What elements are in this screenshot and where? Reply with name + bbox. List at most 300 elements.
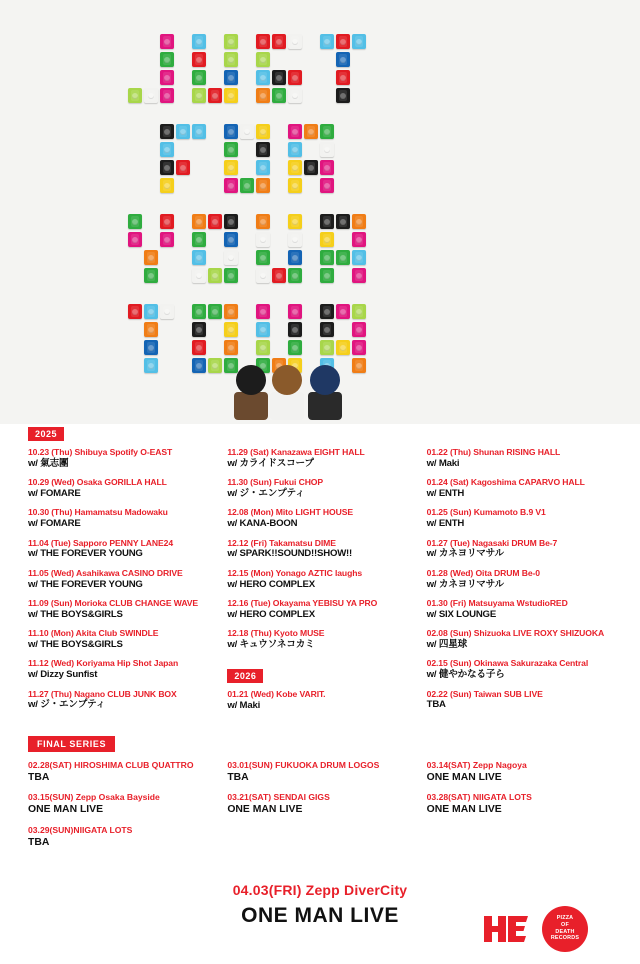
tour-date-text: 02.22 (Sun) Taiwan SUB LIVE: [426, 688, 543, 699]
brick: [160, 70, 174, 85]
brick-studs: [256, 304, 270, 319]
tour-date-item[interactable]: [28, 568, 213, 591]
tour-act-text: w/ Maki: [426, 457, 460, 469]
brick-studs: [128, 214, 142, 229]
brick: [320, 232, 334, 247]
brick-studs: [352, 250, 366, 265]
brick-figure: [310, 365, 342, 420]
final-show-date: 04.03(FRI) Zepp DiverCity: [232, 881, 408, 898]
tour-date-text: 12.08 (Mon) Mito LIGHT HOUSE: [227, 507, 353, 518]
brick-studs: [160, 124, 174, 139]
final-series-tag: FINAL SERIES: [28, 736, 115, 752]
label-logo-line1: PIZZA: [556, 915, 574, 922]
brick: [144, 340, 158, 355]
brick-studs: [256, 232, 270, 247]
brick-studs: [160, 88, 174, 103]
tour-date-item[interactable]: [28, 598, 213, 621]
brick: [144, 268, 158, 283]
brick: [256, 160, 270, 175]
final-series-item[interactable]: [227, 792, 412, 817]
brick-studs: [128, 88, 142, 103]
tour-act-text: w/ カライドスコープ: [227, 457, 314, 469]
brick: [192, 358, 206, 373]
brick: [256, 322, 270, 337]
brick-studs: [304, 124, 318, 139]
tour-date-item[interactable]: [28, 507, 213, 530]
tour-date-item[interactable]: [28, 628, 213, 651]
brick: [144, 358, 158, 373]
brick-studs: [320, 34, 334, 49]
brick-studs: [176, 160, 190, 175]
brick-studs: [192, 232, 206, 247]
tour-date-item[interactable]: [427, 507, 612, 530]
brick: [352, 268, 366, 283]
brick-studs: [288, 268, 302, 283]
brick: [336, 250, 350, 265]
brick-studs: [192, 322, 206, 337]
brick-studs: [224, 322, 238, 337]
brick-studs: [144, 340, 158, 355]
brick: [320, 322, 334, 337]
final-series-column-1: [28, 760, 213, 858]
brick-studs: [336, 340, 350, 355]
brick: [224, 160, 238, 175]
brick-studs: [144, 304, 158, 319]
brick: [352, 232, 366, 247]
brick-studs: [288, 322, 302, 337]
brick-studs: [192, 268, 206, 283]
brick: [160, 34, 174, 49]
brick: [288, 178, 302, 193]
brick-studs: [336, 304, 350, 319]
final-series-date: 03.15(SUN) Zepp Osaka Bayside: [28, 792, 160, 803]
brick-studs: [352, 358, 366, 373]
brick-figure-head: [236, 365, 266, 395]
brick-studs: [288, 178, 302, 193]
brick-studs: [336, 70, 350, 85]
brick: [224, 34, 238, 49]
brick: [224, 232, 238, 247]
brick: [256, 52, 270, 67]
brick-studs: [256, 322, 270, 337]
brick: [192, 124, 206, 139]
brick-studs: [320, 268, 334, 283]
brick: [288, 142, 302, 157]
brick: [224, 268, 238, 283]
label-logo: [542, 906, 588, 952]
final-series-date: 02.28(SAT) HIROSHIMA CLUB QUATTRO: [28, 759, 194, 770]
tour-act-text: w/ Maki: [227, 700, 261, 712]
label-logo-line3: DEATH: [555, 928, 575, 935]
brick: [256, 88, 270, 103]
brick: [272, 70, 286, 85]
brick: [128, 88, 142, 103]
tour-date-text: 12.12 (Fri) Takamatsu DIME: [227, 537, 336, 548]
brick: [144, 88, 158, 103]
final-show-headline: ONE MAN LIVE: [241, 903, 399, 927]
tour-date-item[interactable]: [427, 658, 612, 681]
brick-studs: [272, 268, 286, 283]
brick-studs: [336, 214, 350, 229]
brick: [320, 34, 334, 49]
tour-date-item[interactable]: [28, 658, 213, 681]
brick-studs: [224, 304, 238, 319]
final-series-date: 03.29(SUN)NIIGATA LOTS: [28, 825, 133, 835]
brick: [192, 88, 206, 103]
brick-studs: [336, 52, 350, 67]
brick: [224, 304, 238, 319]
brick-studs: [256, 124, 270, 139]
brick: [320, 160, 334, 175]
final-series-item[interactable]: [28, 760, 213, 785]
brick: [352, 250, 366, 265]
brick-studs: [288, 124, 302, 139]
brick-figure-head: [310, 365, 340, 395]
brick: [256, 340, 270, 355]
brick-studs: [176, 124, 190, 139]
brick: [160, 124, 174, 139]
brick-studs: [320, 322, 334, 337]
brick: [256, 268, 270, 283]
brick: [336, 70, 350, 85]
brick-studs: [336, 250, 350, 265]
tour-act-text: w/ SPARK!!SOUND!!SHOW!!: [227, 548, 353, 560]
tour-act-text: w/ HERO COMPLEX: [227, 578, 315, 590]
brick-studs: [208, 304, 222, 319]
brick-studs: [352, 34, 366, 49]
brick: [320, 250, 334, 265]
tour-date-item[interactable]: [28, 538, 213, 561]
brick-studs: [256, 268, 270, 283]
brick-studs: [352, 232, 366, 247]
brick: [256, 232, 270, 247]
tour-date-text: 11.30 (Sun) Fukui CHOP: [227, 477, 324, 488]
brick: [192, 340, 206, 355]
final-series-item[interactable]: [28, 825, 213, 850]
tour-act-text: w/ Dizzy Sunfist: [28, 669, 98, 681]
brick: [320, 268, 334, 283]
tour-date-item[interactable]: [427, 598, 612, 621]
brick: [192, 250, 206, 265]
tour-date-item[interactable]: [227, 477, 412, 500]
final-series-act: TBA: [227, 771, 249, 783]
brick: [224, 124, 238, 139]
brick-studs: [224, 250, 238, 265]
brick: [208, 358, 222, 373]
brick: [352, 340, 366, 355]
tour-act-text: w/ THE FOREVER YOUNG: [28, 548, 143, 560]
brick: [336, 340, 350, 355]
final-series-date: 03.01(SUN) FUKUOKA DRUM LOGOS: [227, 759, 380, 770]
brick-studs: [256, 142, 270, 157]
brick: [288, 124, 302, 139]
tour-date-item[interactable]: [227, 538, 412, 561]
brick: [256, 250, 270, 265]
final-series-column-2: [227, 760, 412, 858]
brick: [288, 322, 302, 337]
brick: [288, 70, 302, 85]
brick-studs: [256, 178, 270, 193]
brick-studs: [336, 88, 350, 103]
brick: [208, 214, 222, 229]
final-series-item[interactable]: [427, 792, 612, 817]
tour-act-text: w/ ジ・エンプティ: [227, 487, 305, 499]
brick: [128, 232, 142, 247]
brick-studs: [144, 250, 158, 265]
brick-studs: [224, 34, 238, 49]
brick-studs: [320, 340, 334, 355]
tour-date-item[interactable]: [28, 689, 213, 712]
tour-date-item[interactable]: [28, 477, 213, 500]
brick: [320, 124, 334, 139]
tour-act-text: w/ 四星球: [426, 638, 468, 650]
brick: [336, 304, 350, 319]
tour-date-text: 01.22 (Thu) Shunan RISING HALL: [426, 447, 561, 457]
brick: [352, 214, 366, 229]
brick: [288, 340, 302, 355]
brick: [192, 322, 206, 337]
tour-date-item[interactable]: [227, 689, 412, 712]
brick-studs: [192, 358, 206, 373]
tour-act-text: w/ カネヨリマサル: [426, 548, 504, 560]
brick: [160, 52, 174, 67]
tour-date-item[interactable]: [28, 447, 213, 470]
brick: [352, 322, 366, 337]
tour-date-text: 02.15 (Sun) Okinawa Sakurazaka Central: [426, 658, 589, 669]
brick: [288, 250, 302, 265]
brick: [352, 34, 366, 49]
brick-studs: [288, 160, 302, 175]
brick: [160, 214, 174, 229]
brick: [256, 214, 270, 229]
brick: [272, 88, 286, 103]
brick: [224, 250, 238, 265]
brick: [320, 304, 334, 319]
brick-studs: [224, 214, 238, 229]
brick-studs: [336, 34, 350, 49]
brick-studs: [192, 340, 206, 355]
brick-studs: [160, 304, 174, 319]
brick-studs: [288, 88, 302, 103]
tour-date-item[interactable]: [227, 598, 412, 621]
spacer: [227, 658, 412, 666]
final-series-column-3: [427, 760, 612, 858]
brick-studs: [304, 160, 318, 175]
brick-studs: [256, 160, 270, 175]
tour-date-text: 02.08 (Sun) Shizuoka LIVE ROXY SHIZUOKA: [426, 628, 605, 639]
brick-studs: [224, 178, 238, 193]
brick-studs: [144, 358, 158, 373]
lego-brick-headline: [0, 0, 640, 424]
tour-dates-columns: [28, 447, 612, 720]
brick-studs: [288, 70, 302, 85]
brick: [160, 142, 174, 157]
brick: [288, 160, 302, 175]
brick-studs: [256, 52, 270, 67]
brick-studs: [320, 232, 334, 247]
brick-studs: [192, 34, 206, 49]
brick-studs: [288, 34, 302, 49]
brick-studs: [272, 88, 286, 103]
tour-act-text: w/ 氣志團: [28, 457, 69, 469]
tour-date-text: 10.30 (Thu) Hamamatsu Madowaku: [28, 507, 168, 518]
brick: [224, 70, 238, 85]
brick: [288, 304, 302, 319]
final-series-act: ONE MAN LIVE: [426, 771, 502, 783]
brick: [240, 178, 254, 193]
final-series-act: ONE MAN LIVE: [426, 804, 502, 816]
brick-figure: [236, 365, 268, 420]
brick-studs: [288, 142, 302, 157]
brick-studs: [160, 232, 174, 247]
brick-studs: [144, 322, 158, 337]
brick-studs: [160, 142, 174, 157]
poster-hero-image: [0, 0, 640, 424]
tour-date-text: 11.29 (Sat) Kanazawa EIGHT HALL: [227, 447, 365, 457]
brick-figure-body: [308, 392, 342, 420]
brick-figure-body: [270, 392, 304, 420]
brick-studs: [224, 268, 238, 283]
year-tag-2026: 2026: [227, 669, 263, 683]
final-series-date: 03.28(SAT) NIIGATA LOTS: [426, 792, 532, 803]
brick-studs: [208, 214, 222, 229]
brick-studs: [224, 232, 238, 247]
brick-studs: [128, 232, 142, 247]
brick: [176, 160, 190, 175]
tour-act-text: w/ キュウソネコカミ: [227, 638, 315, 650]
brick: [144, 250, 158, 265]
brick: [224, 340, 238, 355]
brick: [224, 322, 238, 337]
brick: [224, 178, 238, 193]
final-series-item[interactable]: [227, 760, 412, 785]
label-logo-line2: OF: [561, 921, 569, 928]
brick: [208, 304, 222, 319]
tour-date-item[interactable]: [227, 568, 412, 591]
brick: [224, 214, 238, 229]
tour-date-item[interactable]: [427, 689, 612, 712]
final-series-date: 03.21(SAT) SENDAI GIGS: [227, 792, 330, 803]
brick: [176, 124, 190, 139]
brick-studs: [160, 160, 174, 175]
brick: [288, 232, 302, 247]
tour-date-item[interactable]: [427, 477, 612, 500]
tour-date-text: 01.25 (Sun) Kumamoto B.9 V1: [426, 507, 546, 518]
brick-studs: [160, 34, 174, 49]
brick: [256, 34, 270, 49]
brick: [192, 34, 206, 49]
brick-studs: [320, 142, 334, 157]
brick: [352, 358, 366, 373]
tour-dates-column-2: [227, 447, 412, 720]
brick-studs: [160, 214, 174, 229]
brick-studs: [352, 322, 366, 337]
final-series-columns: [28, 760, 612, 858]
brick: [288, 268, 302, 283]
brick: [304, 124, 318, 139]
brick: [192, 268, 206, 283]
brick: [240, 124, 254, 139]
tour-act-text: w/ THE BOYS&GIRLS: [28, 638, 123, 650]
tour-date-item[interactable]: [427, 538, 612, 561]
final-series-item[interactable]: [427, 760, 612, 785]
tour-act-text: w/ HERO COMPLEX: [227, 608, 315, 620]
brick: [352, 304, 366, 319]
tour-act-text: w/ FOMARE: [28, 487, 81, 499]
brick: [192, 52, 206, 67]
brick: [192, 70, 206, 85]
tour-date-item[interactable]: [427, 628, 612, 651]
brick-studs: [224, 124, 238, 139]
brick: [224, 52, 238, 67]
tour-date-item[interactable]: [227, 507, 412, 530]
brick: [336, 88, 350, 103]
final-series-item[interactable]: [28, 792, 213, 817]
brick: [256, 142, 270, 157]
tour-act-text: w/ THE FOREVER YOUNG: [28, 578, 143, 590]
brick-studs: [192, 52, 206, 67]
brick-studs: [320, 160, 334, 175]
tour-date-item[interactable]: [427, 568, 612, 591]
tour-date-item[interactable]: [427, 447, 612, 470]
brick-studs: [192, 214, 206, 229]
brick-figure-head: [272, 365, 302, 395]
brick-studs: [352, 214, 366, 229]
year-tag-2025: 2025: [28, 427, 64, 441]
brick-studs: [288, 232, 302, 247]
brick: [160, 304, 174, 319]
brick: [160, 88, 174, 103]
tour-act-text: w/ ENTH: [426, 487, 465, 499]
brick-studs: [256, 34, 270, 49]
brick: [192, 214, 206, 229]
brick-studs: [240, 178, 254, 193]
brick-studs: [320, 124, 334, 139]
tour-date-text: 01.28 (Wed) Oita DRUM Be-0: [426, 567, 540, 578]
brick-studs: [144, 268, 158, 283]
tour-date-text: 10.29 (Wed) Osaka GORILLA HALL: [28, 477, 167, 488]
tour-date-text: 11.04 (Tue) Sapporo PENNY LANE24: [28, 537, 174, 548]
brick: [128, 304, 142, 319]
brick: [208, 268, 222, 283]
brick: [208, 88, 222, 103]
brick: [144, 304, 158, 319]
brick-studs: [208, 358, 222, 373]
logo-group: [482, 906, 588, 952]
tour-date-text: 11.09 (Sun) Morioka CLUB CHANGE WAVE: [28, 598, 199, 609]
poster-footer: [28, 874, 612, 964]
tour-date-item[interactable]: [227, 628, 412, 651]
final-series-section: [28, 734, 612, 858]
tour-date-text: 01.24 (Sat) Kagoshima CAPARVO HALL: [426, 477, 585, 488]
tour-date-text: 11.12 (Wed) Koriyama Hip Shot Japan: [28, 658, 179, 669]
tour-date-text: 12.18 (Thu) Kyoto MUSE: [227, 628, 325, 639]
brick-studs: [352, 340, 366, 355]
brick: [128, 214, 142, 229]
tour-act-text: w/ FOMARE: [28, 518, 81, 530]
brick: [160, 160, 174, 175]
brick: [336, 52, 350, 67]
tour-date-text: 12.16 (Tue) Okayama YEBISU YA PRO: [227, 598, 378, 609]
brick: [256, 178, 270, 193]
brick-studs: [288, 304, 302, 319]
tour-act-text: w/ SIX LOUNGE: [426, 608, 497, 620]
brick-studs: [256, 70, 270, 85]
brick-studs: [160, 70, 174, 85]
tour-date-item[interactable]: [227, 447, 412, 470]
brick: [160, 232, 174, 247]
brick-studs: [272, 34, 286, 49]
